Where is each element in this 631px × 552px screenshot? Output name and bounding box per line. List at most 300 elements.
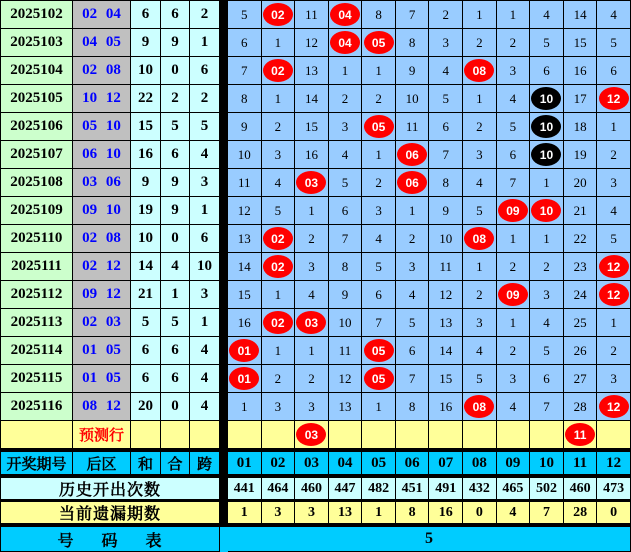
span-cell: 6: [190, 57, 220, 85]
history-count: 441: [228, 478, 262, 500]
forecast-grid-cell: [362, 421, 396, 449]
combine-cell: 1: [161, 281, 190, 309]
grid-cell: 1: [362, 57, 396, 85]
grid-cell: [262, 253, 296, 281]
sum-cell: 20: [131, 393, 161, 421]
combine-cell: 0: [161, 393, 190, 421]
grid-cell: [396, 169, 430, 197]
grid-cell: 2: [597, 337, 631, 365]
grid-cell: 5: [530, 337, 564, 365]
period-cell: 2025103: [1, 29, 73, 57]
grid-cell: 13: [295, 57, 329, 85]
grid-cell: 7: [329, 225, 363, 253]
grid-cell: 5: [597, 29, 631, 57]
grid-cell: 7: [429, 141, 463, 169]
period-cell: 2025114: [1, 337, 73, 365]
grid-cell: 10: [228, 141, 262, 169]
grid-cell: [262, 57, 296, 85]
grid-cell: 21: [564, 197, 598, 225]
grid-cell: 14: [295, 85, 329, 113]
grid-cell: 5: [362, 253, 396, 281]
grid-cell: 12: [228, 197, 262, 225]
chart-row: [1, 29, 631, 57]
span-cell: 6: [190, 225, 220, 253]
history-count: 491: [429, 478, 463, 500]
miss-count: 3: [295, 502, 329, 524]
grid-cell: 2: [429, 1, 463, 29]
miss-count: 7: [530, 502, 564, 524]
ball-number: 10: [530, 452, 564, 475]
combine-cell: 6: [161, 1, 190, 29]
grid-cell: 4: [497, 85, 531, 113]
span-cell: 5: [190, 113, 220, 141]
span-cell: 4: [190, 365, 220, 393]
separator-bar: [220, 113, 228, 141]
grid-cell: 11: [329, 337, 363, 365]
grid-cell: 19: [564, 141, 598, 169]
grid-cell: 15: [564, 29, 598, 57]
grid-cell: 1: [497, 309, 531, 337]
ball-number: 06: [396, 452, 430, 475]
grid-cell: 1: [530, 225, 564, 253]
grid-cell: 5: [463, 197, 497, 225]
separator-bar: [220, 85, 228, 113]
chart-row: [1, 85, 631, 113]
chart-row: [1, 337, 631, 365]
ball-number: 01: [228, 452, 262, 475]
pair-cell: 08 12: [73, 393, 131, 421]
grid-cell: 2: [497, 337, 531, 365]
pair-cell: 09 10: [73, 197, 131, 225]
chart-row: [1, 365, 631, 393]
sum-cell: 6: [131, 365, 161, 393]
number-table-row: [1, 527, 631, 552]
grid-cell: 6: [329, 197, 363, 225]
red-ball: 03: [296, 311, 326, 334]
ball-number: 09: [497, 452, 531, 475]
grid-cell: 2: [262, 365, 296, 393]
red-ball: 11: [565, 423, 595, 446]
period-cell: 2025105: [1, 85, 73, 113]
miss-count: 0: [463, 502, 497, 524]
grid-cell: 1: [463, 1, 497, 29]
grid-cell: 16: [564, 57, 598, 85]
period-cell: 2025106: [1, 113, 73, 141]
grid-cell: [463, 393, 497, 421]
grid-cell: 8: [362, 1, 396, 29]
combine-cell: 2: [161, 85, 190, 113]
miss-count: 16: [429, 502, 463, 524]
span-cell: 3: [190, 169, 220, 197]
sum-header: 和: [131, 452, 161, 475]
grid-cell: 15: [295, 113, 329, 141]
chart-row: [1, 225, 631, 253]
separator-bar: [220, 421, 228, 449]
grid-cell: 1: [530, 169, 564, 197]
grid-cell: 4: [429, 57, 463, 85]
forecast-grid-cell: [564, 421, 598, 449]
combine-cell: 6: [161, 365, 190, 393]
miss-count: 8: [396, 502, 430, 524]
separator-bar: [220, 478, 228, 500]
grid-cell: [262, 225, 296, 253]
combine-cell: 0: [161, 225, 190, 253]
grid-cell: 3: [463, 309, 497, 337]
chart-row: [1, 281, 631, 309]
grid-cell: 27: [564, 365, 598, 393]
grid-cell: 12: [295, 29, 329, 57]
period-cell: 2025109: [1, 197, 73, 225]
grid-cell: [329, 1, 363, 29]
grid-cell: 4: [396, 281, 430, 309]
grid-cell: 1: [262, 29, 296, 57]
red-ball: 03: [296, 171, 326, 194]
miss-count: 0: [597, 502, 631, 524]
history-count: 473: [597, 478, 631, 500]
grid-cell: [597, 253, 631, 281]
separator-bar: [220, 309, 228, 337]
grid-cell: 5: [396, 309, 430, 337]
grid-cell: 15: [228, 281, 262, 309]
history-label: 历史开出次数: [1, 478, 220, 500]
miss-row: [1, 502, 631, 524]
grid-cell: 2: [362, 85, 396, 113]
grid-cell: 10: [429, 225, 463, 253]
combine-cell: 9: [161, 197, 190, 225]
grid-cell: 28: [564, 393, 598, 421]
grid-cell: 2: [295, 225, 329, 253]
grid-cell: 1: [329, 57, 363, 85]
grid-cell: 6: [530, 57, 564, 85]
pair-cell: 01 05: [73, 365, 131, 393]
separator-bar: [220, 452, 228, 475]
period-cell: 2025113: [1, 309, 73, 337]
combine-cell: 6: [161, 337, 190, 365]
period-cell: 2025111: [1, 253, 73, 281]
grid-cell: 6: [429, 113, 463, 141]
grid-cell: 13: [429, 309, 463, 337]
grid-cell: 6: [362, 281, 396, 309]
ball-number: 07: [429, 452, 463, 475]
span-cell: 1: [190, 309, 220, 337]
miss-count: 13: [329, 502, 363, 524]
grid-cell: 1: [463, 253, 497, 281]
history-count: 464: [262, 478, 296, 500]
grid-cell: 11: [228, 169, 262, 197]
chart-row: [1, 1, 631, 29]
chart-row: [1, 197, 631, 225]
grid-cell: 7: [497, 169, 531, 197]
grid-cell: 2: [262, 113, 296, 141]
miss-count: 4: [497, 502, 531, 524]
grid-cell: 1: [295, 337, 329, 365]
sum-cell: 19: [131, 197, 161, 225]
sum-cell: 6: [131, 1, 161, 29]
grid-cell: [295, 169, 329, 197]
grid-cell: 16: [295, 141, 329, 169]
miss-count: 1: [362, 502, 396, 524]
red-ball: 08: [464, 395, 494, 418]
grid-cell: 24: [564, 281, 598, 309]
red-ball: 01: [229, 339, 259, 362]
grid-cell: 2: [329, 85, 363, 113]
grid-cell: 3: [396, 253, 430, 281]
miss-count: 28: [564, 502, 598, 524]
history-count: 451: [396, 478, 430, 500]
grid-cell: 2: [463, 281, 497, 309]
chart-row: [1, 57, 631, 85]
red-ball: 02: [263, 255, 293, 278]
forecast-label: 预测行: [73, 421, 131, 449]
grid-cell: [329, 29, 363, 57]
period-header: 开奖期号: [1, 452, 73, 475]
pair-cell: 06 10: [73, 141, 131, 169]
red-ball: 06: [397, 171, 427, 194]
sum-cell: 5: [131, 309, 161, 337]
grid-cell: 4: [597, 1, 631, 29]
grid-cell: 3: [362, 197, 396, 225]
history-count: 465: [497, 478, 531, 500]
red-ball: 09: [498, 199, 528, 222]
grid-cell: 2: [530, 253, 564, 281]
forecast-grid-cell: [262, 421, 296, 449]
grid-cell: 9: [228, 113, 262, 141]
pair-cell: 10 12: [73, 85, 131, 113]
grid-cell: 25: [564, 309, 598, 337]
grid-cell: 3: [295, 253, 329, 281]
grid-cell: 8: [396, 393, 430, 421]
forecast-grid-cell: [463, 421, 497, 449]
grid-cell: 23: [564, 253, 598, 281]
separator-bar: [220, 337, 228, 365]
footer-header-row: [1, 452, 631, 475]
sum-cell: 22: [131, 85, 161, 113]
separator-bar: [220, 1, 228, 29]
sum-cell: 6: [131, 337, 161, 365]
chart-row: [1, 309, 631, 337]
ball-number: 05: [362, 452, 396, 475]
grid-cell: 8: [329, 253, 363, 281]
red-ball: 08: [464, 59, 494, 82]
grid-cell: 15: [429, 365, 463, 393]
grid-cell: [597, 393, 631, 421]
grid-cell: [295, 309, 329, 337]
grid-cell: 5: [329, 169, 363, 197]
grid-cell: 14: [228, 253, 262, 281]
history-count: 460: [564, 478, 598, 500]
separator-bar: [220, 57, 228, 85]
sum-cell: 10: [131, 225, 161, 253]
grid-cell: 20: [564, 169, 598, 197]
grid-cell: 2: [497, 29, 531, 57]
chart-row: [1, 113, 631, 141]
grid-cell: 7: [228, 57, 262, 85]
grid-cell: 4: [262, 169, 296, 197]
grid-cell: 10: [396, 85, 430, 113]
history-count: 447: [329, 478, 363, 500]
grid-cell: 2: [463, 113, 497, 141]
span-cell: 1: [190, 29, 220, 57]
grid-cell: 5: [463, 365, 497, 393]
pair-cell: 02 03: [73, 309, 131, 337]
pair-cell: 02 08: [73, 57, 131, 85]
combine-cell: 4: [161, 253, 190, 281]
red-ball: 12: [599, 283, 629, 306]
grid-cell: [530, 141, 564, 169]
grid-cell: 7: [396, 365, 430, 393]
black-ball: 10: [531, 115, 561, 138]
separator-bar: [220, 527, 228, 552]
grid-cell: 1: [597, 309, 631, 337]
grid-cell: 2: [295, 365, 329, 393]
red-ball: 05: [364, 367, 394, 390]
pair-cell: 04 05: [73, 29, 131, 57]
grid-cell: 1: [295, 197, 329, 225]
grid-cell: 3: [597, 365, 631, 393]
period-cell: 2025104: [1, 57, 73, 85]
grid-cell: 5: [530, 29, 564, 57]
span-cell: 2: [190, 85, 220, 113]
grid-cell: 1: [362, 141, 396, 169]
grid-cell: [228, 365, 262, 393]
grid-cell: [530, 113, 564, 141]
grid-cell: 3: [463, 141, 497, 169]
chart-row: [1, 169, 631, 197]
pair-cell: 03 06: [73, 169, 131, 197]
grid-cell: 2: [362, 169, 396, 197]
grid-cell: 22: [564, 225, 598, 253]
grid-cell: 3: [497, 365, 531, 393]
red-ball: 05: [364, 31, 394, 54]
grid-cell: [463, 57, 497, 85]
grid-cell: 6: [530, 365, 564, 393]
grid-cell: 17: [564, 85, 598, 113]
forecast-span-cell: [190, 421, 220, 449]
grid-cell: [530, 197, 564, 225]
red-ball: 01: [229, 367, 259, 390]
grid-cell: 3: [530, 281, 564, 309]
grid-cell: 5: [597, 225, 631, 253]
red-ball: 12: [599, 87, 629, 110]
grid-cell: 12: [329, 365, 363, 393]
period-cell: 2025102: [1, 1, 73, 29]
grid-cell: 8: [228, 85, 262, 113]
grid-cell: 6: [396, 337, 430, 365]
sum-cell: 16: [131, 141, 161, 169]
grid-cell: 1: [262, 281, 296, 309]
forecast-combine-cell: [161, 421, 190, 449]
grid-cell: 6: [497, 141, 531, 169]
combine-cell: 5: [161, 309, 190, 337]
pair-cell: 02 08: [73, 225, 131, 253]
grid-cell: 16: [228, 309, 262, 337]
grid-cell: [262, 309, 296, 337]
forecast-grid-cell: [497, 421, 531, 449]
span-cell: 4: [190, 337, 220, 365]
grid-cell: 1: [497, 225, 531, 253]
grid-cell: [597, 281, 631, 309]
grid-cell: 4: [295, 281, 329, 309]
ball-number: 08: [463, 452, 497, 475]
combine-cell: 9: [161, 29, 190, 57]
miss-label: 当前遗漏期数: [1, 502, 220, 524]
separator-bar: [220, 393, 228, 421]
forecast-grid-cell: [530, 421, 564, 449]
chart-row: [1, 141, 631, 169]
forecast-sum-cell: [131, 421, 161, 449]
pair-cell: 02 12: [73, 253, 131, 281]
history-count: 460: [295, 478, 329, 500]
grid-cell: 13: [329, 393, 363, 421]
red-ball: 10: [531, 199, 561, 222]
span-cell: 4: [190, 393, 220, 421]
grid-cell: 6: [597, 57, 631, 85]
black-ball: 10: [531, 143, 561, 166]
pair-cell: 05 10: [73, 113, 131, 141]
grid-cell: [362, 113, 396, 141]
grid-cell: 4: [329, 141, 363, 169]
grid-cell: 3: [497, 57, 531, 85]
grid-cell: [362, 337, 396, 365]
red-ball: 12: [599, 255, 629, 278]
grid-cell: 1: [597, 113, 631, 141]
miss-count: 3: [262, 502, 296, 524]
grid-cell: [396, 141, 430, 169]
red-ball: 02: [263, 227, 293, 250]
forecast-grid-cell: [396, 421, 430, 449]
grid-cell: 13: [228, 225, 262, 253]
sum-cell: 14: [131, 253, 161, 281]
grid-cell: [530, 85, 564, 113]
period-cell: 2025110: [1, 225, 73, 253]
separator-bar: [220, 253, 228, 281]
grid-cell: [497, 281, 531, 309]
grid-cell: 7: [396, 1, 430, 29]
grid-cell: 9: [396, 57, 430, 85]
red-ball: 05: [364, 339, 394, 362]
grid-cell: 4: [497, 393, 531, 421]
span-cell: 3: [190, 281, 220, 309]
separator-bar: [220, 365, 228, 393]
separator-bar: [220, 502, 228, 524]
span-cell: 4: [190, 141, 220, 169]
miss-count: 1: [228, 502, 262, 524]
grid-cell: 1: [228, 393, 262, 421]
ball-number: 11: [564, 452, 598, 475]
grid-cell: 9: [429, 197, 463, 225]
ball-number: 02: [262, 452, 296, 475]
forecast-grid-cell: [329, 421, 363, 449]
number-table-value: 5: [228, 527, 631, 552]
grid-cell: 1: [396, 197, 430, 225]
grid-cell: 1: [362, 393, 396, 421]
grid-cell: 11: [429, 253, 463, 281]
grid-cell: 18: [564, 113, 598, 141]
grid-cell: 2: [597, 141, 631, 169]
grid-cell: 5: [497, 113, 531, 141]
grid-cell: 1: [262, 337, 296, 365]
pair-cell: 02 04: [73, 1, 131, 29]
grid-cell: 10: [329, 309, 363, 337]
grid-cell: 3: [429, 29, 463, 57]
grid-cell: [228, 337, 262, 365]
grid-cell: 5: [429, 85, 463, 113]
grid-cell: [362, 365, 396, 393]
grid-cell: 4: [597, 197, 631, 225]
combine-cell: 9: [161, 169, 190, 197]
grid-cell: 3: [262, 141, 296, 169]
history-row: [1, 478, 631, 500]
